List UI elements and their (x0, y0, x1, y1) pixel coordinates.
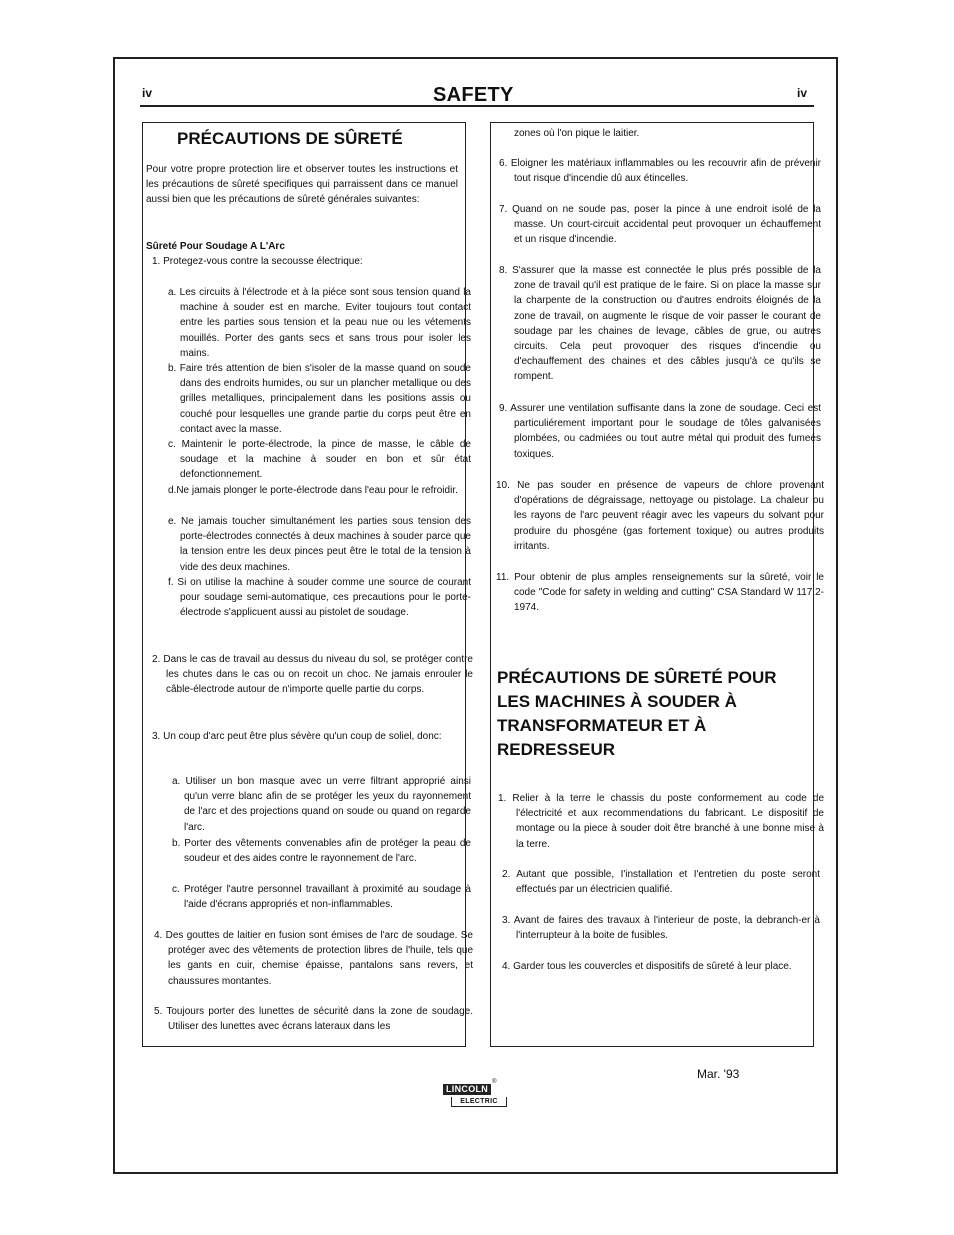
lincoln-electric-logo (443, 1079, 509, 1107)
item-5-continued: zones où l'on pique le laitier. (514, 128, 640, 139)
transformer-item-3: 3. Avant de faires des travaux à l'interieur de poste, la debranch-er à l'interrupteur à la boite de fusibles. (502, 915, 820, 942)
item-1e: e. Ne jamais toucher simultanément les parties sous tension des porte-électrodes connectés à deux machines à souder parce que la tension entre les deux pinces peut être le total de la tension à vide des deux machines. (168, 516, 471, 573)
item-10: 10. Ne pas souder en présence de vapeurs de chlore provenant d'opérations de dégraissage, nettoyage ou pistolage. La chaleur ou les rayons de l'arc peuvent réagir avec les vapeurs du solvant pour produire du phosgéne (gas fortement toxique) ou autres produits irritants. (496, 480, 824, 552)
page-number-left: iv (142, 86, 153, 100)
transformer-item-4: 4. Garder tous les couvercles et dispositifs de sûreté à leur place. (502, 961, 792, 972)
item-3: 3. Un coup d'arc peut être plus sévère qu'un coup de soliel, donc: (152, 731, 442, 742)
item-6: 6. Eloigner les matériaux inflammables ou les recouvrir afin de prévenir tout risque d'incendie dû aux étincelles. (499, 158, 821, 185)
revision-date: Mar. '93 (697, 1067, 740, 1081)
transformer-item-1: 1. Relier à la terre le chassis du poste conformement au code de l'électricité et aux recommendations du fabricant. Le dispositif de montage ou la piece à souder doit être branché à une bonne mise à la terre. (498, 793, 824, 850)
section-heading: PRÉCAUTIONS DE SÛRETÉ (177, 129, 403, 148)
header-rule (140, 105, 814, 107)
item-3a: a. Utiliser un bon masque avec un verre filtrant approprié ainsi qu'un verre blanc afin de se protéger les yeux du rayonnement de l'arc et des projections quand on soude ou quand on regarde l'arc. (172, 776, 471, 833)
transformer-item-2: 2. Autant que possible, I'installation et I'entretien du poste seront effectués par un électricien qualifié. (502, 869, 820, 896)
item-4: 4. Des gouttes de laitier en fusion sont émises de l'arc de soudage. Se protéger avec des vêtements de protection libres de l'huile, tels que les gants en cuir, chemise épaisse, pantalons sans revers, et chaussures montantes. (154, 930, 473, 987)
section-heading-transformer: PRÉCAUTIONS DE SÛRETÉ POUR LES MACHINES À SOUDER À TRANSFORMATEUR ET À REDRESSEUR (497, 668, 777, 759)
item-8: 8. S'assurer que la masse est connectée le plus prés possible de la zone de travail qu'il est pratique de le faire. Si on place la masse sur la charpente de la construction ou d'autres endroits éloignés de la zone de travail, on augmente le risque de voir passer le courant de soudage par les chaines de levage, câbles de grue, ou autres circuits. Cela peut provoquer des risques d'incendie ou d'echauffement des chaines et des câbles jusqu'à ce qu'ils se rompent. (499, 265, 821, 383)
item-3c: c. Protéger l'autre personnel travaillant à proximité au soudage à l'aide d'écrans appropriés et non-inflammables. (172, 884, 471, 911)
item-1b: b. Faire trés attention de bien s'isoler de la masse quand on soude dans des endroits humides, ou sur un plancher metallique ou des grilles metalliques, principalement dans les positions assis ou couché pour lesquelles une grande partie du corps peut être en contact avec la masse. (168, 363, 471, 435)
page-number-right: iv (797, 86, 808, 100)
item-11: 11. Pour obtenir de plus amples renseignements sur la sûreté, voir le code "Code for safety in welding and cutting" CSA Standard W 117.2-1974. (496, 572, 824, 614)
item-3b: b. Porter des vêtements convenables afin de protéger la peau de soudeur et des aides contre le rayonnement de l'arc. (172, 838, 471, 865)
item-1c: c. Maintenir le porte-électrode, la pince de masse, le câble de soudage et la machine à souder en bon et sûr état defonctionnement. (168, 439, 471, 481)
page-title: SAFETY (433, 84, 514, 106)
item-5: 5. Toujours porter des lunettes de sécurité dans la zone de soudage. Utiliser des lunettes avec écrans lateraux dans les (154, 1006, 473, 1033)
logo-registered-mark: ® (492, 1079, 497, 1085)
item-2: 2. Dans le cas de travail au dessus du niveau du sol, se protéger contre les chutes dans le cas ou on recoit un choc. Ne jamais enrouler le câble-électrode autour de n'importe quelle partie du corps. (152, 654, 473, 696)
item-1a: a. Les circuits à l'électrode et à la piéce sont sous tension quand la machine à souder est en marche. Eviter toujours tout contact entre les parties sous tension et la peau nue ou les vétements mouillés. Porter des gants secs et sans trous pour isoler les mains. (168, 287, 471, 359)
intro-paragraph: Pour votre propre protection lire et observer toutes les instructions et les précautions de sûreté specifiques qui parraissent dans ce manuel aussi bien que les précautions de sûreté générales suivantes: (146, 164, 458, 206)
item-1: 1. Protegez-vous contre la secousse électrique: (152, 256, 363, 267)
logo-top-text: LINCOLN (443, 1084, 491, 1095)
logo-bottom-text: ELECTRIC (451, 1097, 507, 1107)
item-1f: f. Si on utilise la machine à souder comme une source de courant pour soudage semi-automatique, ces precautions pour le porte-électrode s'applicuent aussi au pistolet de soudage. (168, 577, 471, 619)
item-7: 7. Quand on ne soude pas, poser la pince à une endroit isolé de la masse. Un court-circuit accidental peut provoquer un échauffement et un risque d'incendie. (499, 204, 821, 246)
item-1d: d.Ne jamais plonger le porte-électrode dans l'eau pour le refroidir. (168, 485, 458, 496)
item-9: 9. Assurer une ventilation suffisante dans la zone de soudage. Ceci est particuliérement important pour le soudage de tôles galvanisées plombées, ou cadmiées ou tout autre métal qui produit des fumeés toxiques. (499, 403, 821, 460)
subheading-arc-welding: Sûreté Pour Soudage A L'Arc (146, 241, 285, 252)
